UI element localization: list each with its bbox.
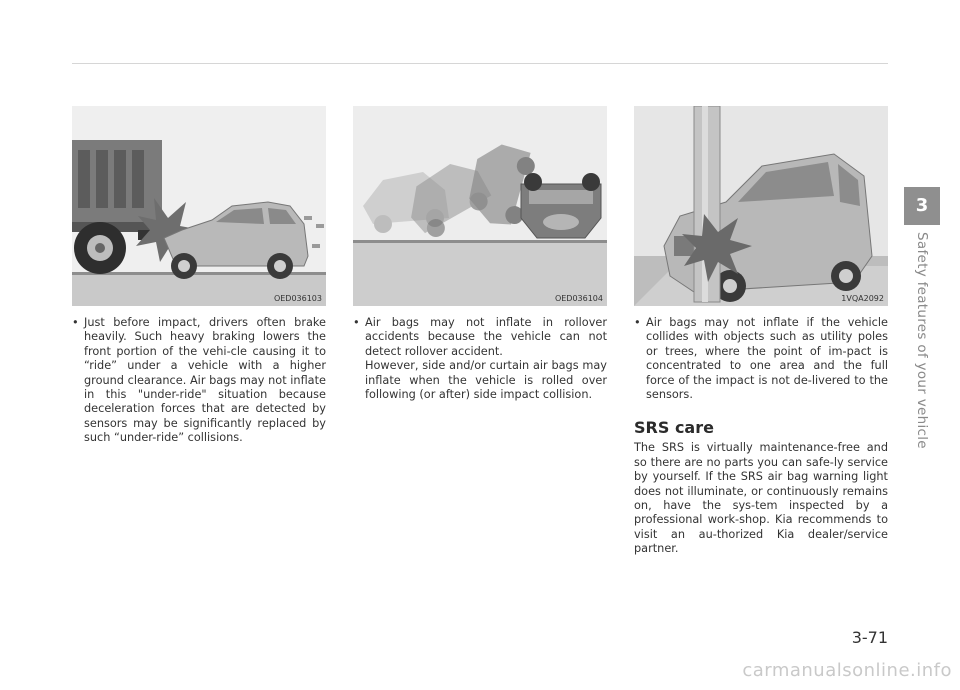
figure-code: OED036104 bbox=[554, 294, 603, 303]
figure-code: OED036103 bbox=[273, 294, 322, 303]
paragraph: However, side and/or curtain air bags may inflate when the vehicle is rolled over following (or after) side impact collision. bbox=[365, 359, 607, 402]
rollover-image bbox=[353, 106, 607, 306]
bullet-text: Air bags may not inflate in rollover accidents because the vehicle can not detect rollover accident. bbox=[365, 316, 607, 358]
bullet-text: Just before impact, drivers often brake heavily. Such heavy braking lowers the front portion of the vehi-cle causing it to “ride” under a vehicle with a higher ground clearance. Air bags may not inflate in this "under-ride" situation because deceleration forces that are detected by sensors may be significantly replaced by such “under-ride” collisions. bbox=[84, 316, 326, 445]
bullet-item bbox=[634, 316, 888, 402]
bullet-text: Air bags may not inflate if the vehicle collides with objects such as utility poles or trees, where the point of im-pact is concentrated to one area and the full force of the impact is not de-livered to the sensors. bbox=[646, 316, 888, 402]
top-rule bbox=[72, 63, 888, 64]
pole-collision-image bbox=[634, 106, 888, 306]
pole-collision-illustration bbox=[634, 106, 888, 306]
section-title: SRS care bbox=[634, 418, 714, 438]
bullet-item bbox=[72, 316, 326, 446]
chapter-title-vertical bbox=[904, 232, 940, 462]
bullet-dot: • bbox=[353, 316, 360, 329]
bullet-dot: • bbox=[72, 316, 79, 329]
chapter-title-text: Safety features of your vehicle bbox=[914, 232, 930, 449]
chapter-tab: 3 bbox=[904, 187, 940, 225]
watermark: carmanualsonline.info bbox=[742, 660, 952, 681]
bullet-item bbox=[353, 316, 607, 359]
section-body: The SRS is virtually maintenance-free and so there are no parts you can safe-ly service by yourself. If the SRS air bag warning light does not illuminate, or continuously remains on, have the sys-tem inspected by a professional work-shop. Kia recommends to visit an au-thorized Kia dealer/service partner. bbox=[634, 441, 888, 556]
bullet-dot: • bbox=[634, 316, 641, 329]
column-2 bbox=[353, 106, 607, 402]
figure-code: 1VQA2092 bbox=[841, 294, 884, 303]
column-3 bbox=[634, 106, 888, 557]
rollover-illustration bbox=[353, 106, 607, 306]
column-1 bbox=[72, 106, 326, 446]
truck-underride-image bbox=[72, 106, 326, 306]
truck-underride-illustration bbox=[72, 106, 326, 306]
page-number: 3-71 bbox=[851, 628, 888, 647]
